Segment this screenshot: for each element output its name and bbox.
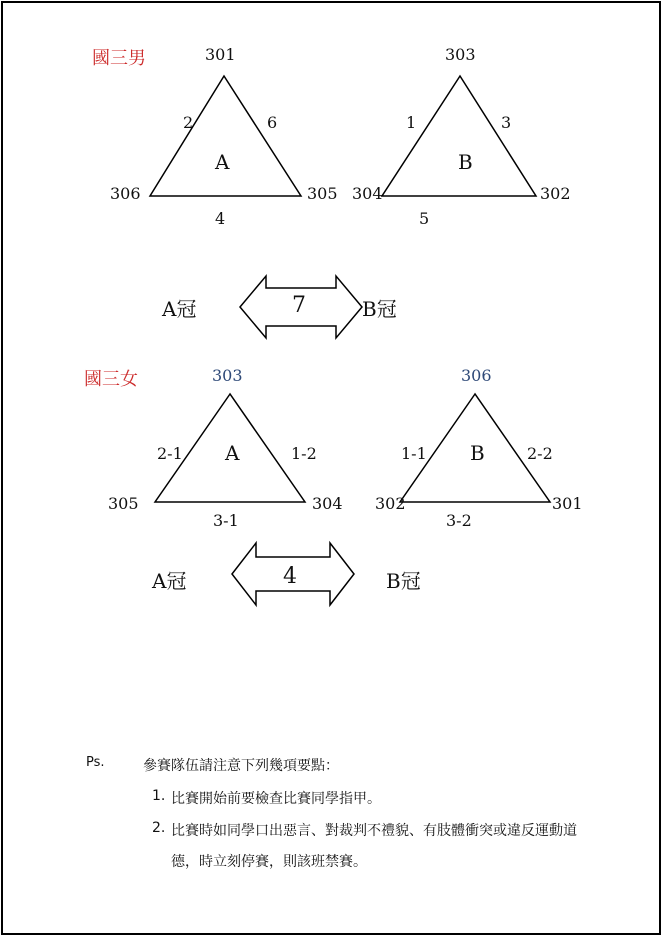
girls-b-edge-right-match: 2-2 <box>527 444 553 463</box>
boys-b-left-team: 304 <box>352 184 383 203</box>
boys-b-edge-left-match: 1 <box>406 113 417 132</box>
note-2-continuation: 德，時立刻停賽，則該班禁賽。 <box>171 854 367 870</box>
girls-a-top-team: 303 <box>212 366 243 385</box>
girls-a-right-team: 304 <box>312 494 343 513</box>
girls-b-edge-left-match: 1-1 <box>401 444 427 463</box>
boys-a-edge-bottom-match: 4 <box>215 209 226 228</box>
girls-a-champion-label: A冠 <box>152 569 187 593</box>
boys-a-edge-left-match: 2 <box>183 113 194 132</box>
boys-b-champion-label: B冠 <box>362 297 397 321</box>
girls-a-edge-bottom-match: 3-1 <box>213 511 239 530</box>
girls-a-edge-left-match: 2-1 <box>157 444 183 463</box>
girls-a-left-team: 305 <box>108 494 139 513</box>
girls-a-edge-right-match: 1-2 <box>291 444 317 463</box>
girls-b-left-team: 302 <box>375 494 406 513</box>
boys-b-right-team: 302 <box>540 184 571 203</box>
girls-section-title: 國三女 <box>84 369 138 390</box>
boys-b-top-team: 303 <box>445 45 476 64</box>
boys-a-right-team: 305 <box>307 184 338 203</box>
note-1-number: 1. <box>152 788 166 804</box>
girls-group-a-label: A <box>225 441 240 465</box>
boys-group-b-label: B <box>458 150 473 174</box>
boys-a-edge-right-match: 6 <box>267 113 278 132</box>
boys-group-a-label: A <box>215 150 230 174</box>
girls-b-right-team: 301 <box>552 494 583 513</box>
girls-b-edge-bottom-match: 3-2 <box>446 511 472 530</box>
note-2-number: 2. <box>152 820 166 836</box>
girls-group-b-label: B <box>470 441 485 465</box>
note-1-text: 比賽開始前要檢查比賽同學指甲。 <box>171 791 381 807</box>
boys-a-champion-label: A冠 <box>162 297 197 321</box>
boys-final-match-number: 7 <box>292 293 306 318</box>
boys-b-edge-right-match: 3 <box>501 113 512 132</box>
notes-heading: 參賽隊伍請注意下列幾項要點： <box>143 758 339 774</box>
boys-b-edge-bottom-match: 5 <box>419 209 430 228</box>
boys-group-b-triangle <box>382 76 536 196</box>
boys-a-top-team: 301 <box>205 45 236 64</box>
girls-b-top-team: 306 <box>461 366 492 385</box>
notes-prefix: Ps. <box>86 755 105 770</box>
girls-final-match-number: 4 <box>283 564 297 589</box>
girls-b-champion-label: B冠 <box>386 569 421 593</box>
boys-section-title: 國三男 <box>92 48 146 69</box>
note-2-text: 比賽時如同學口出惡言、對裁判不禮貌、有肢體衝突或違反運動道 <box>171 823 577 839</box>
boys-group-a-triangle <box>150 76 301 196</box>
boys-a-left-team: 306 <box>110 184 141 203</box>
